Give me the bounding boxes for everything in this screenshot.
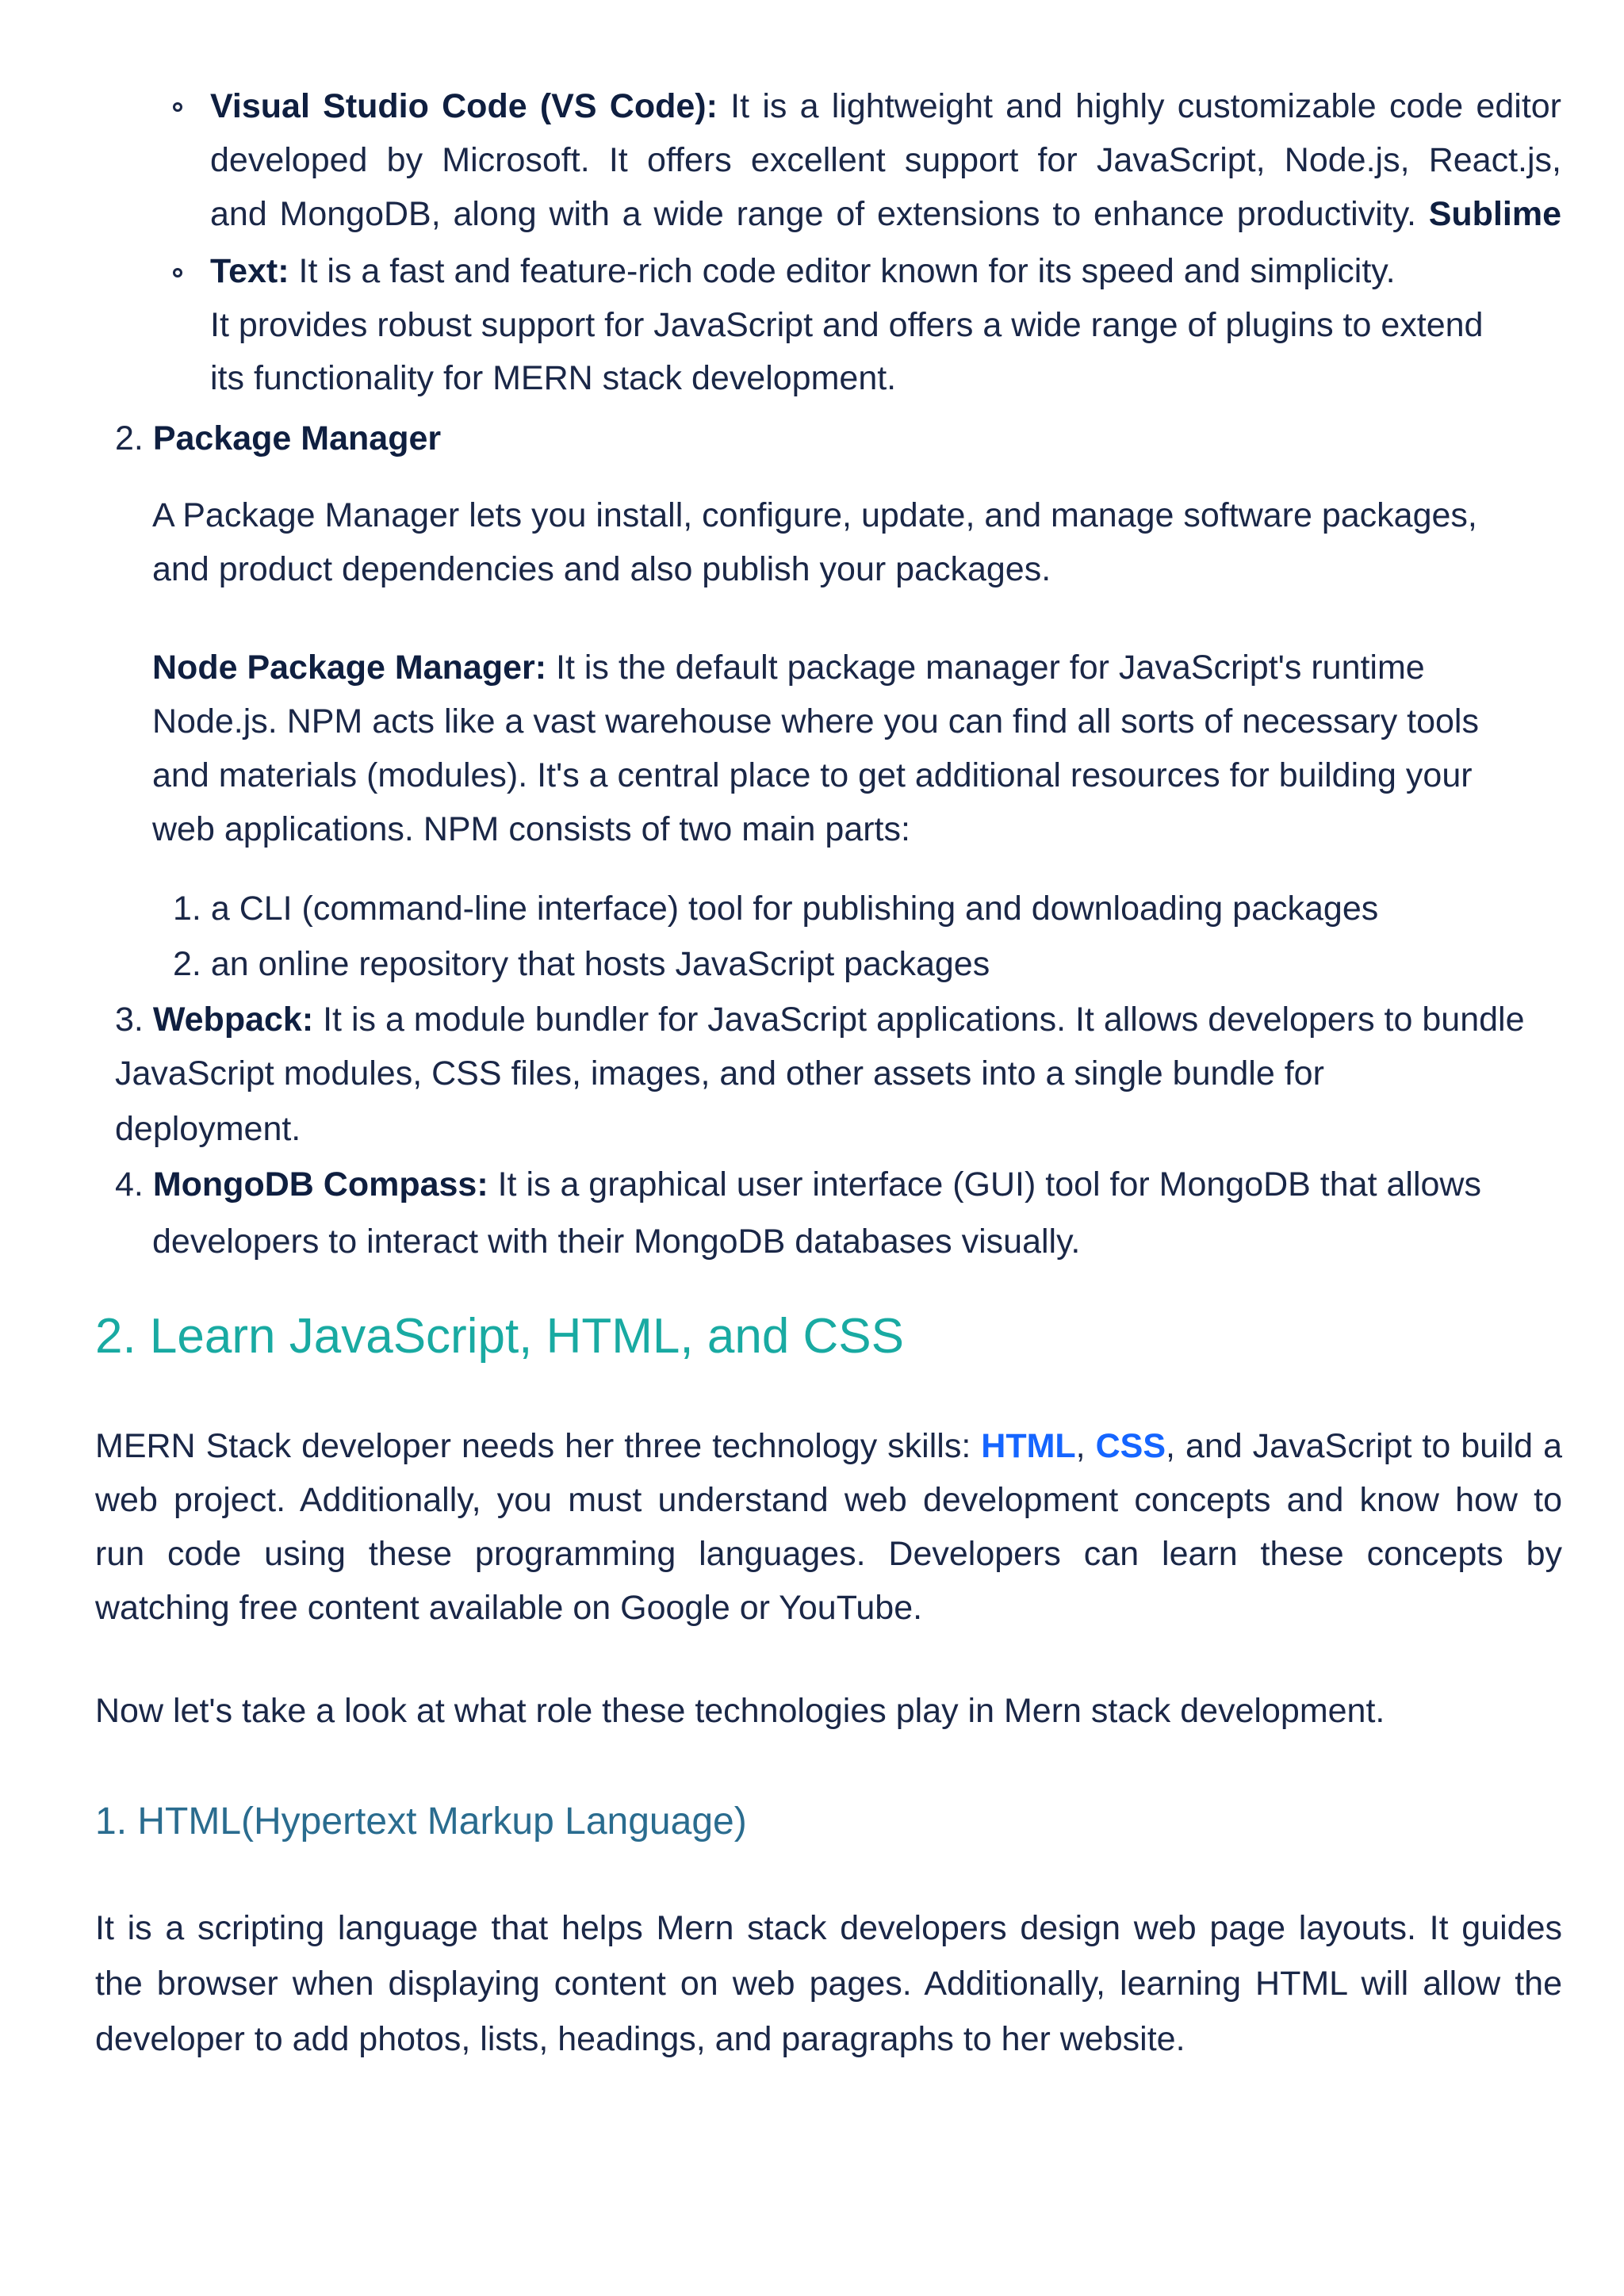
separator: ,: [1075, 1427, 1096, 1465]
package-manager-desc-2: and product dependencies and also publish your packages.: [152, 550, 1051, 588]
webpack-text-1: It is a module bundler for JavaScript applications. It allows developers to bundle: [313, 1001, 1525, 1039]
vscode-line-2: developed by Microsoft. It offers excellent support for JavaScript, Node.js, React.js,: [210, 141, 1561, 179]
npm-line-1: [152, 641, 1425, 695]
list-number: 1.: [173, 890, 201, 928]
section2-p1-line-3: run code using these programming languages. Developers can learn these concepts by: [95, 1535, 1562, 1573]
package-manager-title: [115, 411, 441, 465]
webpack-line-3: deployment.: [115, 1110, 301, 1148]
section2-p1-line-2: web project. Additionally, you must understand web development concepts and know how to: [95, 1481, 1562, 1519]
vscode-line-1: [210, 79, 1561, 133]
sublime-line-1: [210, 244, 1396, 298]
list-number: 4.: [115, 1165, 144, 1203]
bullet-icon: [173, 268, 182, 277]
webpack-term: Webpack:: [152, 1001, 314, 1039]
npm-text-1: It is the default package manager for JavaScript's runtime: [546, 649, 1425, 687]
list-number: 3.: [115, 1001, 144, 1039]
compass-term: MongoDB Compass:: [152, 1165, 488, 1203]
package-manager-desc-1: A Package Manager lets you install, configure, update, and manage software packages,: [152, 496, 1477, 534]
list-number: 2.: [173, 945, 201, 983]
subsection-heading: 1. HTML(Hypertext Markup Language): [95, 1800, 747, 1843]
npm-part-2: [173, 937, 990, 991]
vscode-line-3: [210, 187, 1561, 241]
webpack-line-2: JavaScript modules, CSS files, images, and other assets into a single bundle for: [115, 1054, 1324, 1093]
sublime-term: Text:: [210, 252, 289, 290]
section2-p2: Now let's take a look at what role these technologies play in Mern stack development.: [95, 1692, 1385, 1730]
npm-part-text: an online repository that hosts JavaScript packages: [210, 945, 990, 983]
vscode-text-3: and MongoDB, along with a wide range of extensions to enhance productivity.: [210, 195, 1416, 233]
vscode-text-1: It is a lightweight and highly customizable code editor: [717, 87, 1561, 125]
npm-line-3: and materials (modules). It's a central place to get additional resources for building your: [152, 756, 1473, 794]
npm-part-1: [173, 882, 1378, 936]
compass-line-1: [115, 1158, 1481, 1211]
npm-line-2: Node.js. NPM acts like a vast warehouse where you can find all sorts of necessary tools: [152, 702, 1479, 740]
npm-part-text: a CLI (command-line interface) tool for publishing and downloading packages: [210, 890, 1379, 928]
compass-text-1: It is a graphical user interface (GUI) tool for MongoDB that allows: [488, 1165, 1481, 1203]
sublime-line-3: its functionality for MERN stack development.: [210, 359, 897, 397]
npm-line-4: web applications. NPM consists of two main parts:: [152, 810, 910, 848]
section2-p1-line-4: watching free content available on Google or YouTube.: [95, 1589, 923, 1627]
sublime-term-part: Sublime: [1428, 195, 1561, 233]
html-link[interactable]: HTML: [981, 1427, 1076, 1465]
html-p-line-3: developer to add photos, lists, headings, and paragraphs to her website.: [95, 2020, 1185, 2058]
section2-p1-text: MERN Stack developer needs her three technology skills:: [95, 1427, 982, 1465]
vscode-term: Visual Studio Code (VS Code):: [210, 87, 718, 125]
package-manager-heading: Package Manager: [152, 419, 442, 457]
bullet-icon: [173, 102, 182, 112]
section2-p1-line-1: [95, 1419, 1562, 1473]
sublime-text-1: It is a fast and feature-rich code editor known for its speed and simplicity.: [289, 252, 1396, 290]
compass-line-2: developers to interact with their MongoDB databases visually.: [152, 1223, 1081, 1261]
webpack-line-1: [115, 993, 1525, 1047]
sublime-line-2: It provides robust support for JavaScript and offers a wide range of plugins to extend: [210, 306, 1484, 344]
section-heading: 2. Learn JavaScript, HTML, and CSS: [95, 1309, 905, 1364]
section2-p1-text-end: , and JavaScript to build a: [1166, 1427, 1562, 1465]
list-number: 2.: [115, 419, 144, 457]
html-p-line-2: the browser when displaying content on web pages. Additionally, learning HTML will allow the: [95, 1965, 1562, 2003]
npm-term: Node Package Manager:: [152, 649, 547, 687]
html-p-line-1: It is a scripting language that helps Mern stack developers design web page layouts. It guides: [95, 1909, 1562, 1947]
css-link[interactable]: CSS: [1095, 1427, 1166, 1465]
